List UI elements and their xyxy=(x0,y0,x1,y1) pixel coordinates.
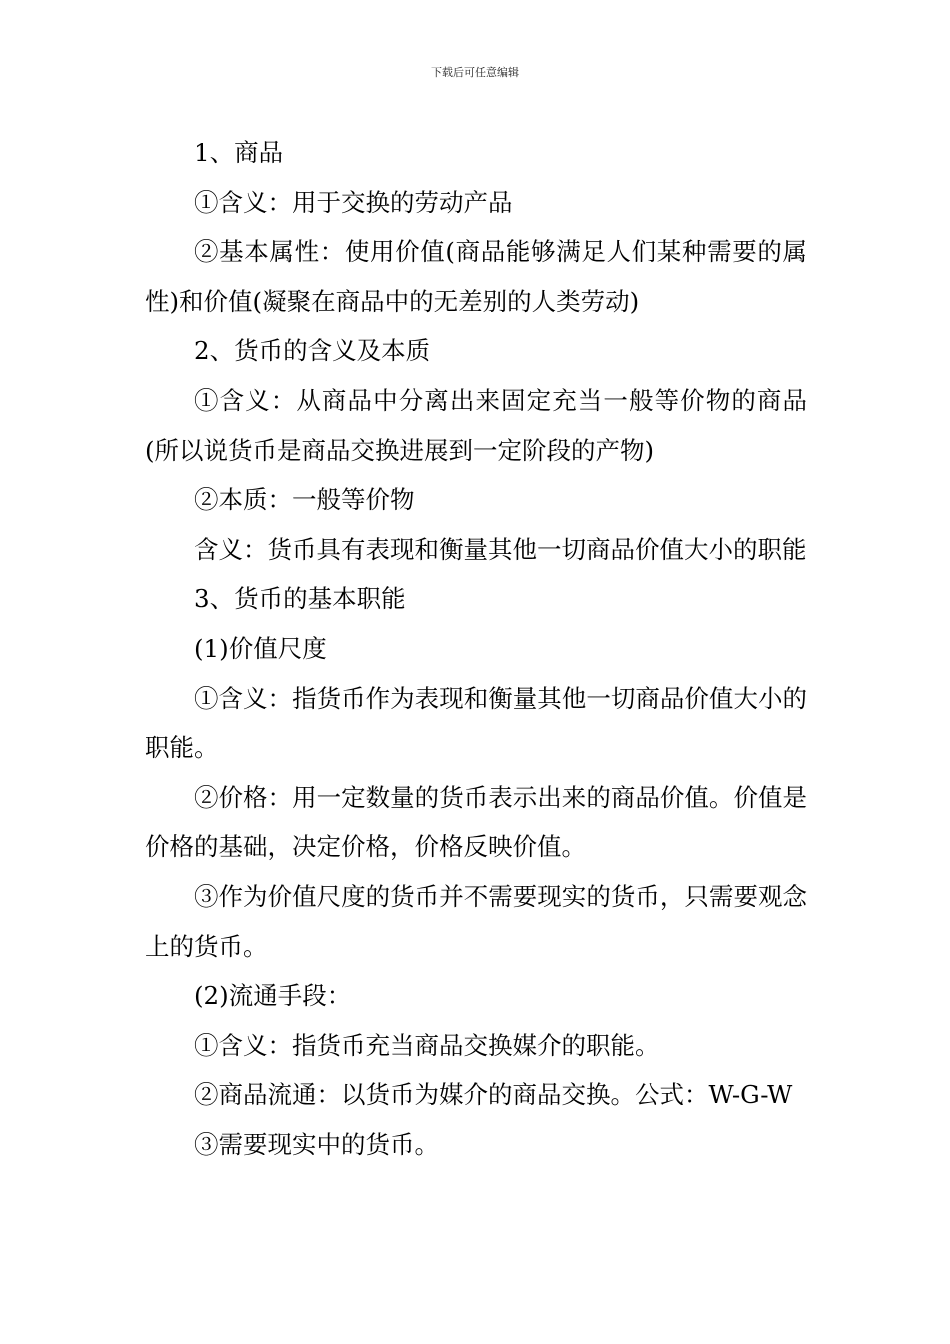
paragraph: ③需要现实中的货币。 xyxy=(194,1129,439,1159)
heading-money-meaning: 2、货币的含义及本质 xyxy=(194,336,431,366)
paragraph: 含义：货币具有表现和衡量其他一切商品价值大小的职能 xyxy=(194,534,807,564)
page-header: 下载后可任意编辑 xyxy=(431,66,519,79)
document-body xyxy=(145,128,807,1169)
paragraph: ②商品流通：以货币为媒介的商品交换。公式：W-G-W xyxy=(194,1080,793,1110)
paragraph: ③作为价值尺度的货币并不需要现实的货币，只需要观念上的货币。 xyxy=(145,881,807,961)
subheading-medium-of-circulation: (2)流通手段： xyxy=(194,981,352,1011)
paragraph: ①含义：用于交换的劳动产品 xyxy=(194,187,513,217)
paragraph: ①含义：从商品中分离出来固定充当一般等价物的商品(所以说货币是商品交换进展到一定阶段的产物) xyxy=(145,385,807,465)
heading-commodity: 1、商品 xyxy=(194,138,284,167)
paragraph: ①含义：指货币充当商品交换媒介的职能。 xyxy=(194,1030,660,1060)
paragraph: ②本质：一般等价物 xyxy=(194,485,415,515)
paragraph: ②价格：用一定数量的货币表示出来的商品价值。价值是价格的基础，决定价格，价格反映价值。 xyxy=(145,782,807,862)
heading-money-functions: 3、货币的基本职能 xyxy=(194,584,406,614)
subheading-measure-of-value: (1)价值尺度 xyxy=(194,633,327,663)
paragraph: ①含义：指货币作为表现和衡量其他一切商品价值大小的职能。 xyxy=(145,683,807,763)
paragraph: ②基本属性：使用价值(商品能够满足人们某种需要的属性)和价值(凝聚在商品中的无差别的人类劳动) xyxy=(145,237,807,316)
